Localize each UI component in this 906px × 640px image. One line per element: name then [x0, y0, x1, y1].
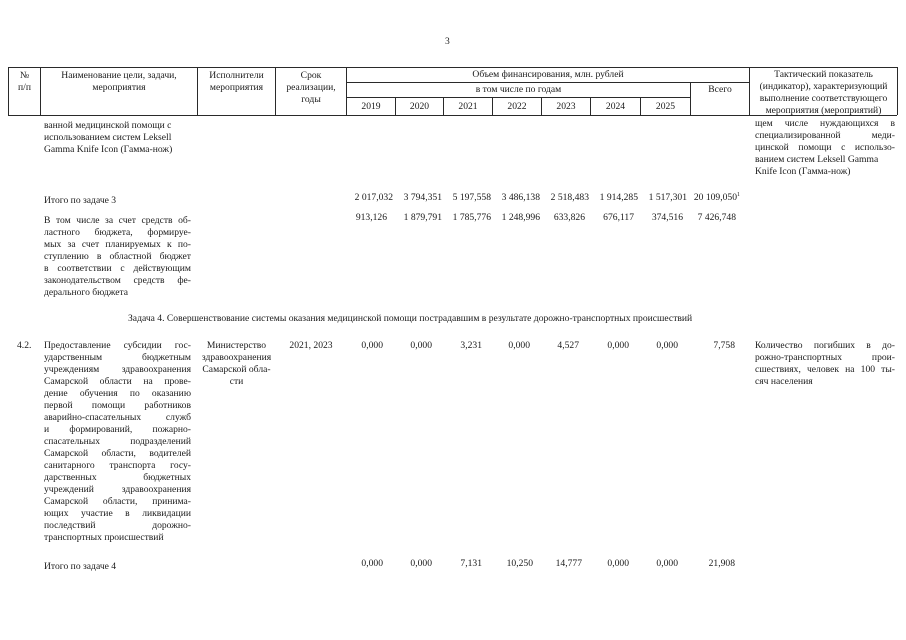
- header-name-line1: Наименование цели, задачи,: [61, 70, 177, 81]
- header-year-2020: 2020: [409, 101, 430, 112]
- header-year-2019: 2019: [361, 101, 381, 112]
- itogo3-total-value: 20 109,050: [693, 192, 737, 203]
- itogo3-value-2019: 2 017,032: [354, 192, 393, 203]
- incl-regional-value-2025: 374,516: [651, 212, 683, 223]
- row42-name-line16: последствий дорожно-: [44, 520, 191, 531]
- row42-name-line17: транспортных происшествий: [44, 532, 164, 543]
- row42-value-2020: 0,000: [410, 340, 432, 351]
- task4-title: Задача 4. Совершенствование системы оказания медицинской помощи пострадавшим в результате дорожно-транспортных происшествий: [128, 313, 693, 324]
- incl-regional-line3: мых за счет планируемых к по-: [44, 239, 191, 250]
- continuation-right-line4: ванием систем Leksell Gamma: [755, 154, 879, 165]
- header-year-2024: 2024: [605, 101, 626, 112]
- itogo3-footnote: 1: [737, 191, 740, 198]
- row42-indicator-line2: рожно-транспортных прои-: [755, 352, 895, 363]
- header-term-line3: годы: [301, 94, 321, 105]
- header-year-2025: 2025: [655, 101, 676, 112]
- row42-name-line1: Предоставление субсидии гос-: [44, 340, 191, 351]
- row42-executor-line3: Самарской обла-: [202, 364, 271, 375]
- row42-name-line5: дение обучения по оказанию: [44, 388, 191, 399]
- row42-term: 2021, 2023: [289, 340, 333, 351]
- row42-name-line3: учреждениям здравоохранения: [44, 364, 191, 375]
- row42-number: 4.2.: [17, 340, 32, 351]
- header-subline-yearcells: [347, 97, 690, 98]
- row42-value-2019: 0,000: [361, 340, 383, 351]
- row42-name-line14: Самарской области, принима-: [44, 496, 191, 507]
- itogo4-value-2020: 0,000: [410, 558, 432, 569]
- itogo3-value-2025: 1 517,301: [648, 192, 687, 203]
- itogo3-value-2023: 2 518,483: [550, 192, 589, 203]
- incl-regional-value-2021: 1 785,776: [452, 212, 491, 223]
- header-year-2021: 2021: [458, 101, 478, 112]
- itogo3-value-2021: 5 197,558: [452, 192, 491, 203]
- row42-indicator-line3: сшествиях, человек на 100 ты-: [755, 364, 895, 375]
- row42-name-line2: ударственным бюджетным: [44, 352, 191, 363]
- row42-name-line7: аварийно-спасательных служб: [44, 412, 191, 423]
- continuation-left-line3: Gamma Knife Icon (Гамма-нож): [44, 144, 173, 155]
- row42-executor-line2: здравоохранения: [201, 352, 272, 363]
- incl-regional-value-2023: 633,826: [553, 212, 585, 223]
- header-year-2022: 2022: [507, 101, 527, 112]
- page-number: 3: [445, 36, 450, 47]
- header-term-line1: Срок: [300, 70, 322, 81]
- row42-total: 7,758: [713, 340, 735, 351]
- col-border-right: [897, 67, 898, 115]
- row42-value-2022: 0,000: [508, 340, 530, 351]
- incl-regional-line2: ластного бюджета, формируе-: [44, 227, 191, 238]
- row42-value-2025: 0,000: [656, 340, 678, 351]
- header-num-line1: №: [19, 70, 30, 81]
- itogo4-value-2023: 14,777: [555, 558, 582, 569]
- row42-name-line12: дарственных бюджетных: [44, 472, 191, 483]
- header-subline-years: [347, 82, 749, 83]
- itogo3-value-2022: 3 486,138: [501, 192, 540, 203]
- row42-indicator-line1: Количество погибших в до-: [755, 340, 895, 351]
- continuation-right-line1: щем числе нуждающихся в: [755, 118, 895, 129]
- incl-regional-line1: В том числе за счет средств об-: [44, 215, 191, 226]
- row42-name-line9: спасательных подразделений: [44, 436, 191, 447]
- incl-regional-value-2020: 1 879,791: [403, 212, 442, 223]
- row42-name-line4: Самарской области на прове-: [44, 376, 191, 387]
- incl-regional-line5: в соответствии с действующим: [44, 263, 191, 274]
- incl-regional-line6: законодательством средств фе-: [44, 275, 191, 286]
- incl-regional-line7: дерального бюджета: [44, 287, 129, 298]
- continuation-right-line2: специализированной меди-: [755, 130, 895, 141]
- incl-regional-total: 7 426,748: [697, 212, 736, 223]
- incl-regional-line4: ступлению в областной бюджет: [44, 251, 191, 262]
- row42-value-2023: 4,527: [557, 340, 579, 351]
- header-indicator-line1: Тактический показатель: [774, 69, 873, 80]
- table-top-border: [8, 67, 897, 68]
- row42-executor-line1: Министерство: [206, 340, 267, 351]
- row42-value-2024: 0,000: [607, 340, 629, 351]
- itogo4-value-2021: 7,131: [460, 558, 482, 569]
- continuation-right-line5: Knife Icon (Гамма-нож): [755, 166, 851, 177]
- itogo3-total: [688, 192, 740, 204]
- row42-value-2021: 3,231: [460, 340, 482, 351]
- itogo4-value-2022: 10,250: [506, 558, 533, 569]
- itogo3-label: Итого по задаче 3: [44, 195, 117, 206]
- continuation-left-line1: ванной медицинской помощи с: [44, 120, 172, 131]
- header-indicator-line2: (индикатор), характеризующий: [759, 81, 888, 92]
- header-total: Всего: [708, 84, 732, 95]
- row42-executor-line4: сти: [229, 376, 244, 387]
- continuation-right-line3: цинской помощи с использо-: [755, 142, 895, 153]
- row42-name-line11: санитарного транспорта госу-: [44, 460, 191, 471]
- header-funding: Объем финансирования, млн. рублей: [472, 69, 624, 80]
- incl-regional-value-2024: 676,117: [603, 212, 634, 223]
- header-name-line2: мероприятия: [92, 82, 146, 93]
- header-num-line2: п/п: [18, 82, 31, 93]
- incl-regional-value-2022: 1 248,996: [501, 212, 540, 223]
- itogo3-value-2020: 3 794,351: [403, 192, 442, 203]
- row42-indicator-line4: сяч населения: [755, 376, 813, 387]
- itogo4-value-2025: 0,000: [656, 558, 678, 569]
- header-exec-line2: мероприятия: [209, 82, 264, 93]
- row42-name-line10: Самарской области, водителей: [44, 448, 191, 459]
- continuation-left-line2: использованием систем Leksell: [44, 132, 172, 143]
- itogo4-label: Итого по задаче 4: [44, 561, 117, 572]
- row42-name-line8: и формирований, пожарно-: [44, 424, 191, 435]
- header-term-line2: реализации,: [286, 82, 336, 93]
- itogo4-value-2019: 0,000: [361, 558, 383, 569]
- header-indicator-line4: мероприятия (мероприятий): [765, 105, 882, 116]
- row42-name-line13: учреждений здравоохранения: [44, 484, 191, 495]
- row42-name-line6: первой помощи работников: [44, 400, 191, 411]
- itogo3-value-2024: 1 914,285: [599, 192, 638, 203]
- header-year-2023: 2023: [556, 101, 576, 112]
- itogo4-value-2024: 0,000: [607, 558, 629, 569]
- header-indicator-line3: выполнение соответствующего: [759, 93, 888, 104]
- incl-regional-value-2019: 913,126: [355, 212, 387, 223]
- header-incl-years: в том числе по годам: [475, 84, 562, 95]
- header-exec-line1: Исполнители: [209, 70, 264, 81]
- row42-name-line15: ющих участие в ликвидации: [44, 508, 191, 519]
- itogo4-total: 21,908: [708, 558, 735, 569]
